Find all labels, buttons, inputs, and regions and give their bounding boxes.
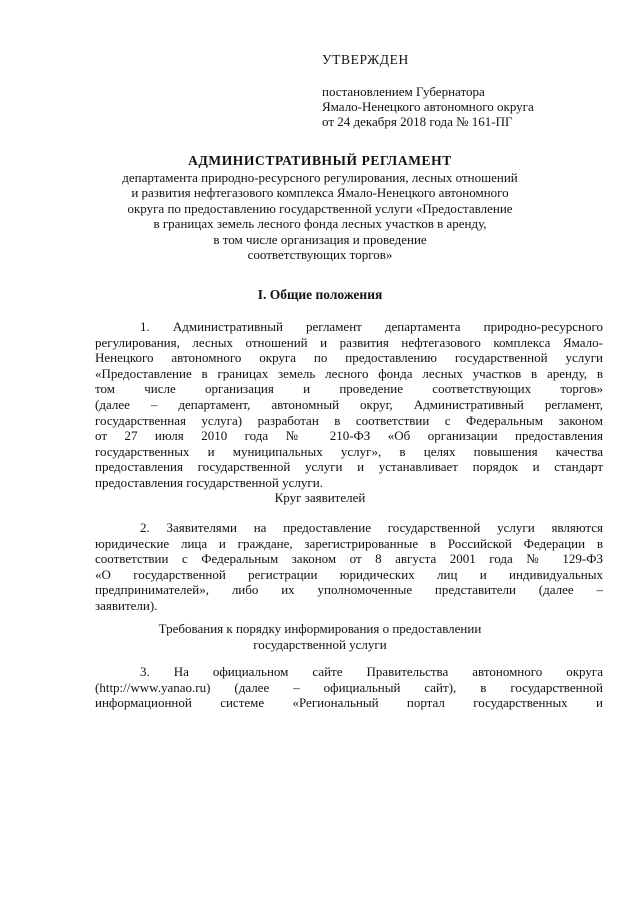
paragraph-line: (далее – департамент, автономный округ, Административный регламент, <box>95 396 603 412</box>
subheading-applicants <box>90 490 550 506</box>
title-line: и развития нефтегазового комплекса Ямало-Ненецкого автономного <box>131 185 509 200</box>
paragraph-line: заявители). <box>95 597 158 613</box>
paragraph-line: 3. На официальном сайте Правительства автономного округа <box>140 664 603 679</box>
paragraph-1 <box>95 319 603 491</box>
document-title <box>90 153 550 263</box>
approved-heading: УТВЕРЖДЕН <box>322 52 409 67</box>
paragraph-2 <box>95 520 603 614</box>
title-line: департамента природно-ресурсного регулирования, лесных отношений <box>122 169 518 185</box>
paragraph-line: предпринимателей», либо их уполномоченные представители (далее – <box>95 582 603 598</box>
subheading-informing <box>90 621 550 652</box>
approval-line: постановлением Губернатора <box>322 84 485 99</box>
paragraph-line: «Предоставление в границах земель лесного фонда лесных участков в аренду, в <box>95 365 603 381</box>
title-main: АДМИНИСТРАТИВНЫЙ РЕГЛАМЕНТ <box>188 153 452 168</box>
paragraph-line: государственных и муниципальных услуг», в целях повышения качества <box>95 443 603 459</box>
paragraph-line: регулирования, лесных отношений и развития нефтегазового комплекса Ямало- <box>95 334 603 350</box>
title-line: в границах земель лесного фонда лесных участков в аренду, <box>153 216 487 231</box>
approval-line: Ямало-Ненецкого автономного округа <box>322 99 534 114</box>
subheading-line: государственной услуги <box>253 636 387 652</box>
approval-stamp <box>322 52 602 129</box>
title-line: соответствующих торгов» <box>247 247 393 262</box>
subheading-line: Требования к порядку информирования о предоставлении <box>158 621 482 636</box>
paragraph-line: соответствии с Федеральным законом от 8 августа 2001 года № 129-ФЗ <box>95 551 603 567</box>
subheading-line: Круг заявителей <box>274 490 366 505</box>
paragraph-line: (http://www.yanao.ru) (далее – официальный сайт), в государственной <box>95 679 603 695</box>
section-heading: I. Общие положения <box>257 287 383 302</box>
paragraph-line: Ненецкого автономного округа по предоставлению государственной услуги <box>95 350 603 366</box>
paragraph-line: юридические лица и граждане, зарегистрированные в Российской Федерации в <box>95 535 603 551</box>
paragraph-line: 1. Административный регламент департамента природно-ресурсного <box>140 319 603 334</box>
paragraph-line: государственная услуга) разработан в соответствии с Федеральным законом <box>95 412 603 428</box>
paragraph-line: от 27 июля 2010 года № 210-ФЗ «Об организации предоставления <box>95 428 603 444</box>
paragraph-line: предоставления государственной услуги. <box>95 474 323 490</box>
paragraph-line: информационной системе «Региональный портал государственных и <box>95 695 603 711</box>
title-line: округа по предоставлению государственной услуги «Предоставление <box>127 200 513 216</box>
paragraph-line: том числе организация и проведение соответствующих торгов» <box>95 381 603 397</box>
paragraph-line: 2. Заявителями на предоставление государственной услуги являются <box>140 520 603 535</box>
paragraph-line: «О государственной регистрации юридических лиц и индивидуальных <box>95 566 603 582</box>
paragraph-line: предоставления государственной услуги и устанавливает порядок и стандарт <box>95 459 603 475</box>
approval-line: от 24 декабря 2018 года № 161-ПГ <box>322 114 513 129</box>
paragraph-3 <box>95 664 603 711</box>
title-line: в том числе организация и проведение <box>213 231 427 247</box>
